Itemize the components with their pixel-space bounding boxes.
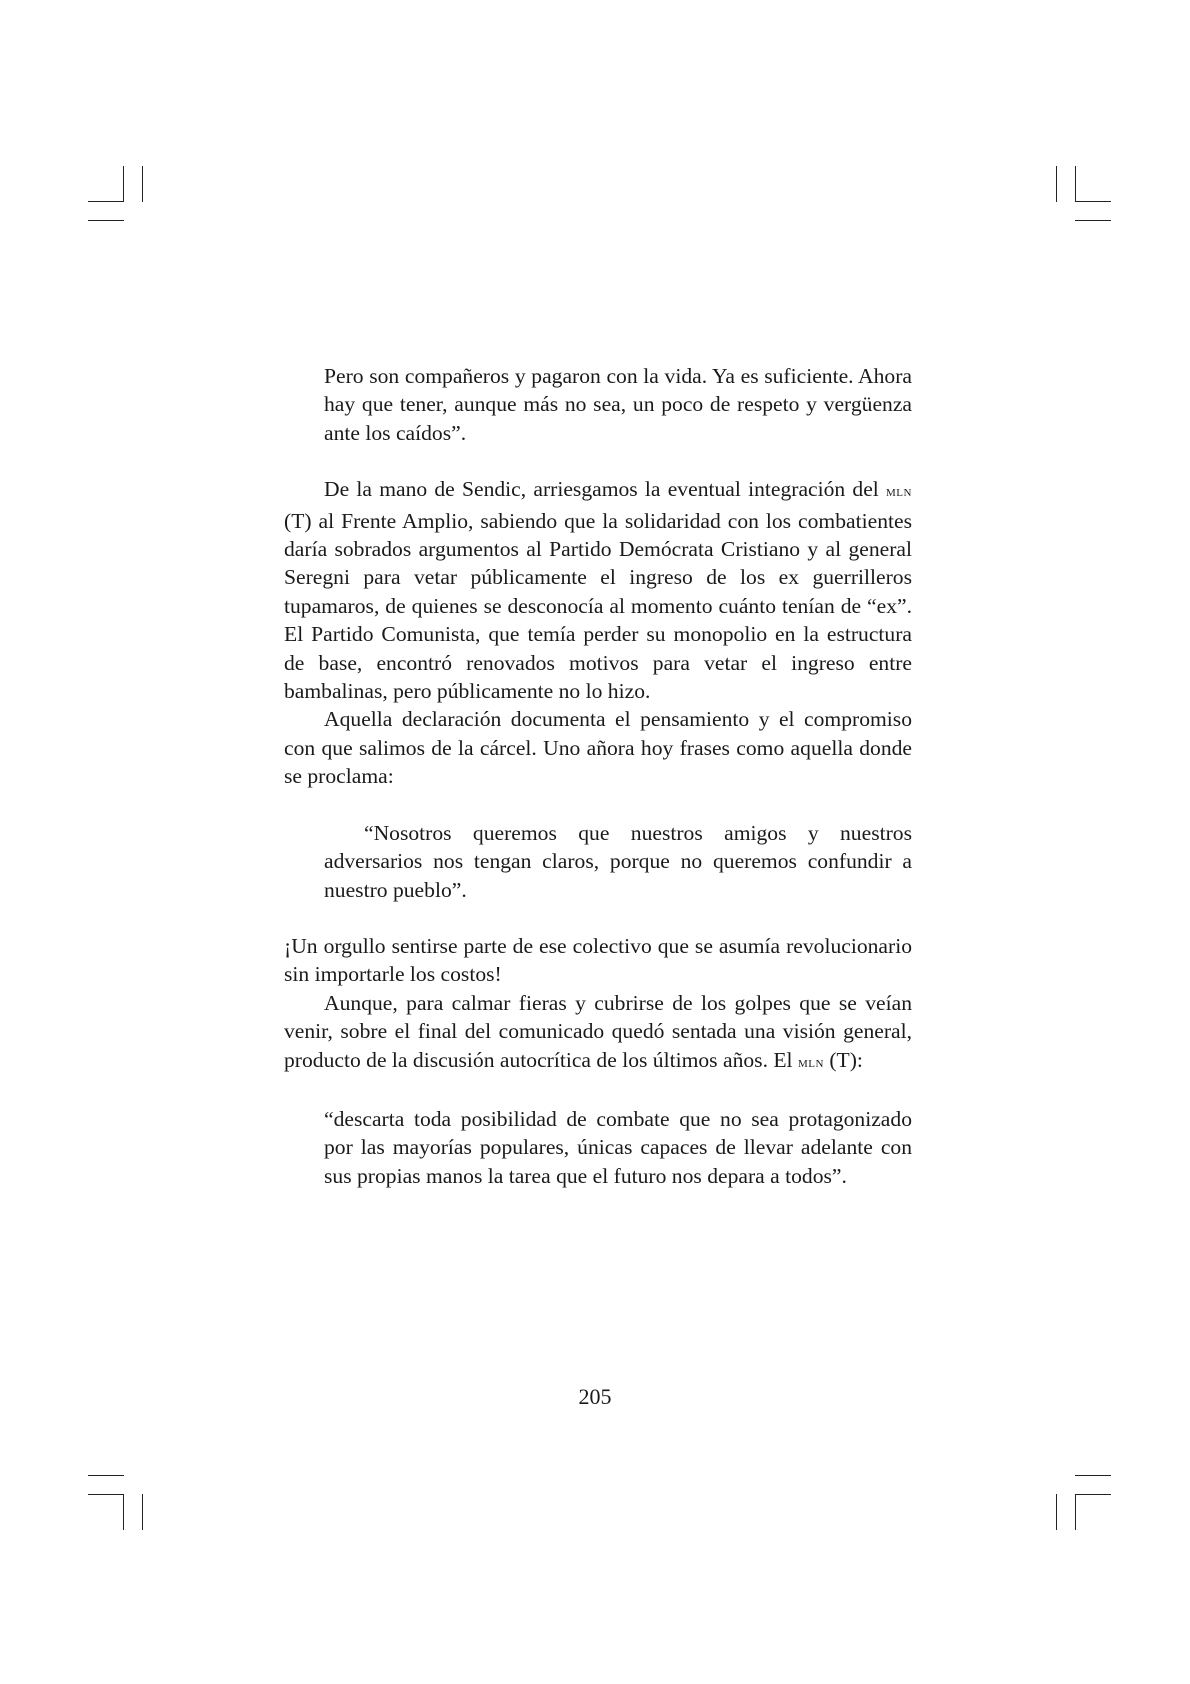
- crop-mark: [1075, 1475, 1111, 1476]
- crop-mark: [1075, 166, 1076, 202]
- crop-mark: [88, 201, 124, 202]
- crop-mark: [88, 1494, 124, 1495]
- crop-mark: [1056, 1494, 1057, 1530]
- crop-mark: [1075, 1494, 1076, 1530]
- body-text: [284, 362, 912, 1190]
- crop-mark: [1075, 220, 1111, 221]
- page-number: 205: [578, 1384, 612, 1409]
- crop-mark: [123, 1494, 124, 1530]
- abbreviation: mln: [886, 484, 912, 501]
- quote-paragraph: “Nosotros queremos que nuestros amigos y nuestros adversarios nos tengan claros, porque no queremos confundir a nuestro pueblo”.: [324, 820, 912, 902]
- body-paragraph: De la mano de Sendic, arriesgamos la eventual integración del mln (T) al Frente Amplio, sabiendo que la solidaridad con los combatientes daría sobrados argumentos al Partido Demócrata Cristiano y al general Seregni para vetar públicamente el ingreso de los ex guerrilleros tupamaros, de quienes se desconocía al momento cuánto tenían de “ex”. El Partido Comunista, que temía perder su monopolio en la estructura de base, encontró renovados motivos para vetar el ingreso entre bambalinas, pero públicamente no lo hizo.: [284, 477, 912, 704]
- crop-mark: [88, 220, 124, 221]
- crop-mark: [142, 166, 143, 202]
- abbreviation: mln: [797, 1054, 824, 1071]
- body-paragraph: Aquella declaración documenta el pensamiento y el compromiso con que salimos de la cárcel. Uno añora hoy frases como aquella donde se proclama:: [284, 707, 912, 789]
- crop-mark: [1075, 201, 1111, 202]
- quote-paragraph: Pero son compañeros y pagaron con la vida. Ya es suficiente. Ahora hay que tener, aunque más no sea, un poco de respeto y vergüenza ante los caídos”.: [324, 364, 912, 445]
- crop-mark: [1056, 166, 1057, 202]
- body-paragraph: Aunque, para calmar fieras y cubrirse de los golpes que se veían venir, sobre el final del comunicado quedó sentada una visión general, producto de la discusión autocrítica de los últimos años. El mln (T):: [284, 990, 912, 1072]
- quote-paragraph: “descarta toda posibilidad de combate que no sea protagonizado por las mayorías populares, únicas capaces de llevar adelante con sus propias manos la tarea que el futuro nos depara a todos”.: [324, 1106, 912, 1188]
- body-paragraph: ¡Un orgullo sentirse parte de ese colectivo que se asumía revolucionario sin importarle los costos!: [284, 933, 912, 987]
- crop-mark: [142, 1494, 143, 1530]
- crop-mark: [88, 1475, 124, 1476]
- crop-mark: [1075, 1494, 1111, 1495]
- crop-mark: [123, 166, 124, 202]
